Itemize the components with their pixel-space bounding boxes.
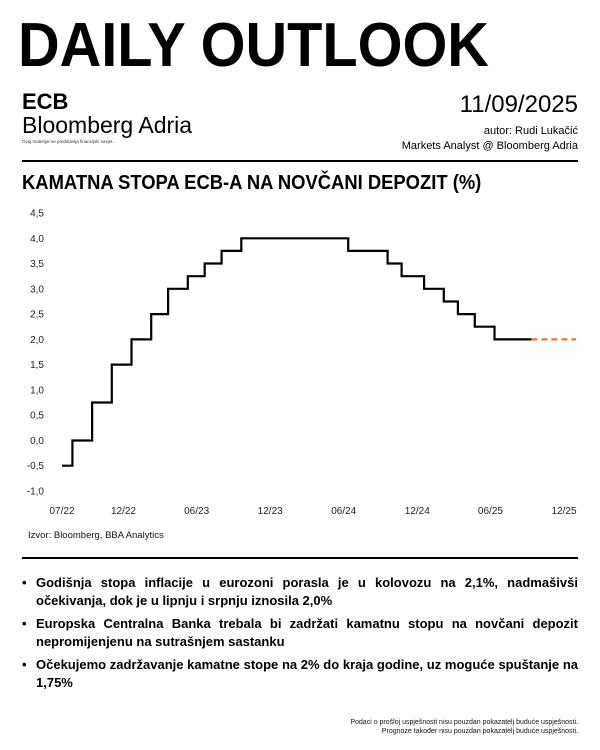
bullet-item [22,656,578,692]
chart-title: KAMATNA STOPA ECB-A NA NOVČANI DEPOZIT (%) [22,172,482,194]
small-disclaimer: Ovaj materijal ne predstavlja financijski savjet. [22,139,114,144]
y-tick-label: 1,0 [30,385,44,397]
footer-disclaimer [350,718,578,736]
y-tick-label: 0,0 [30,435,44,447]
author-role: Markets Analyst @ Bloomberg Adria [401,140,578,152]
x-tick-label: 06/23 [184,506,210,517]
bullet-marker: • [22,657,27,672]
source-note: Izvor: Bloomberg, BBA Analytics [28,530,164,541]
x-tick-label: 06/25 [477,506,503,517]
author-line: autor: Rudi Lukačić [483,125,578,137]
rate-chart [0,200,600,525]
bullet-text: Očekujemo zadržavanje kamatne stope na 2% do kraja godine, uz moguće spuštanje na 1,75% [36,657,578,690]
y-tick-label: 2,5 [30,309,44,321]
x-tick-label: 07/22 [49,506,75,517]
footer-line: Prognoze također nisu pouzdan pokazatelj buduće uspješnosti. [381,728,578,735]
y-tick-label: 0,5 [30,410,44,422]
y-tick-label: 3,0 [30,284,44,296]
bullet-text: Godišnja stopa inflacije u eurozoni porasla je u kolovozu na 2,1%, nadmašivši očekivanja, dok je u lipnju i srpnju iznosila 2,0% [36,575,578,608]
x-tick-label: 12/24 [404,506,430,517]
bullet-list [22,574,578,697]
bullet-marker: • [22,616,27,631]
top-divider [22,160,578,162]
y-tick-label: -1,0 [26,486,44,498]
bullet-item [22,615,578,651]
bullet-text: Europska Centralna Banka trebala bi zadržati kamatnu stopu na novčani depozit nepromijenjenu na sutrašnjem sastanku [36,616,578,649]
footer-line: Podaci o prošloj uspješnosti nisu pouzdan pokazatelj buduće uspješnosti. [350,719,578,726]
y-tick-label: 3,5 [30,259,44,271]
topic-label: ECB [22,89,69,114]
y-tick-label: 4,5 [30,208,44,220]
bullet-item [22,574,578,610]
bullet-marker: • [22,575,27,590]
x-tick-label: 12/25 [551,506,577,517]
y-tick-label: 4,0 [30,233,44,245]
x-tick-label: 12/23 [257,506,283,517]
x-tick-label: 12/22 [110,506,137,517]
brand-logo-text: Bloomberg Adria [22,112,193,138]
rate-step-line [62,238,531,465]
y-tick-label: 2,0 [30,334,44,346]
headline: DAILY OUTLOOK [18,11,489,80]
x-tick-label: 06/24 [331,506,357,517]
y-tick-label: 1,5 [30,360,44,372]
publication-date: 11/09/2025 [459,91,578,118]
middle-divider [22,557,578,559]
y-tick-label: -0,5 [26,461,44,473]
